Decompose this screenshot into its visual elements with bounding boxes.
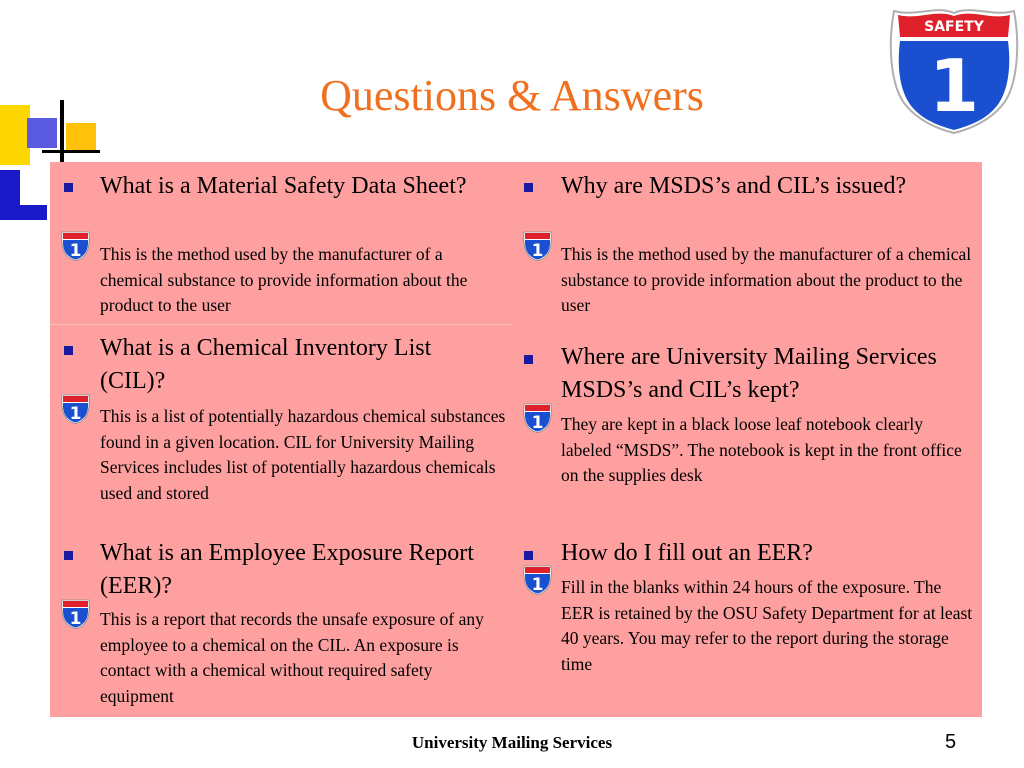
bullet-icon <box>524 355 533 364</box>
answer-text: This is a report that records the unsafe exposure of any employee to a chemical on the CIL. An exposure is contact with a chemical without required safety equipment <box>100 609 484 706</box>
question-text: Why are MSDS’s and CIL’s issued? <box>561 173 907 199</box>
answer-text: They are kept in a black loose leaf notebook clearly labeled “MSDS”. The notebook is kept in the front office on the supplies desk <box>561 414 962 485</box>
answer-text: This is a list of potentially hazardous chemical substances found in a given location. CIL for University Mailing Services includes list of potentially hazardous chemicals used and stored <box>100 406 506 503</box>
question-text: Where are University Mailing Services MSDS’s and CIL’s kept? <box>561 344 937 403</box>
bullet-icon <box>64 551 73 560</box>
interstate-shield-icon <box>60 393 91 424</box>
answer-text: This is the method used by the manufacturer of a chemical substance to provide information about the product to the user <box>100 244 468 315</box>
row-divider <box>50 324 512 325</box>
interstate-shield-icon <box>522 230 553 261</box>
bullet-icon <box>524 551 533 560</box>
bullet-icon <box>524 183 533 192</box>
page-number: 5 <box>945 731 957 753</box>
interstate-shield-icon <box>522 402 553 433</box>
logo-top-text: SAFETY <box>924 19 984 35</box>
svg-text:1: 1 <box>69 609 82 629</box>
decor-bar-blue <box>0 205 47 220</box>
interstate-shield-icon <box>886 3 1022 135</box>
bullet-icon <box>64 346 73 355</box>
question-text: What is a Chemical Inventory List (CIL)? <box>100 335 432 394</box>
svg-text:1: 1 <box>531 575 544 595</box>
question-text: What is an Employee Exposure Report (EER)? <box>100 540 474 599</box>
svg-text:1: 1 <box>69 404 82 424</box>
interstate-shield-icon <box>60 230 91 261</box>
question-text: What is a Material Safety Data Sheet? <box>100 173 467 199</box>
interstate-shield-icon <box>522 564 553 595</box>
answer-text: This is the method used by the manufacturer of a chemical substance to provide information about the product to the user <box>561 244 972 315</box>
decor-horizontal-line <box>42 150 100 153</box>
decor-square-orange <box>66 123 96 153</box>
question-text: How do I fill out an EER? <box>561 540 813 566</box>
slide-title: Questions & Answers <box>320 71 704 120</box>
svg-text:1: 1 <box>531 241 544 261</box>
answer-text: Fill in the blanks within 24 hours of the exposure. The EER is retained by the OSU Safety Department for at least 40 years. You may refer to the report during the storage time <box>561 577 973 674</box>
logo-number: 1 <box>928 44 980 128</box>
svg-text:1: 1 <box>531 413 544 433</box>
interstate-shield-icon <box>60 598 91 629</box>
bullet-icon <box>64 183 73 192</box>
footer-text: University Mailing Services <box>411 733 613 752</box>
svg-text:1: 1 <box>69 241 82 261</box>
